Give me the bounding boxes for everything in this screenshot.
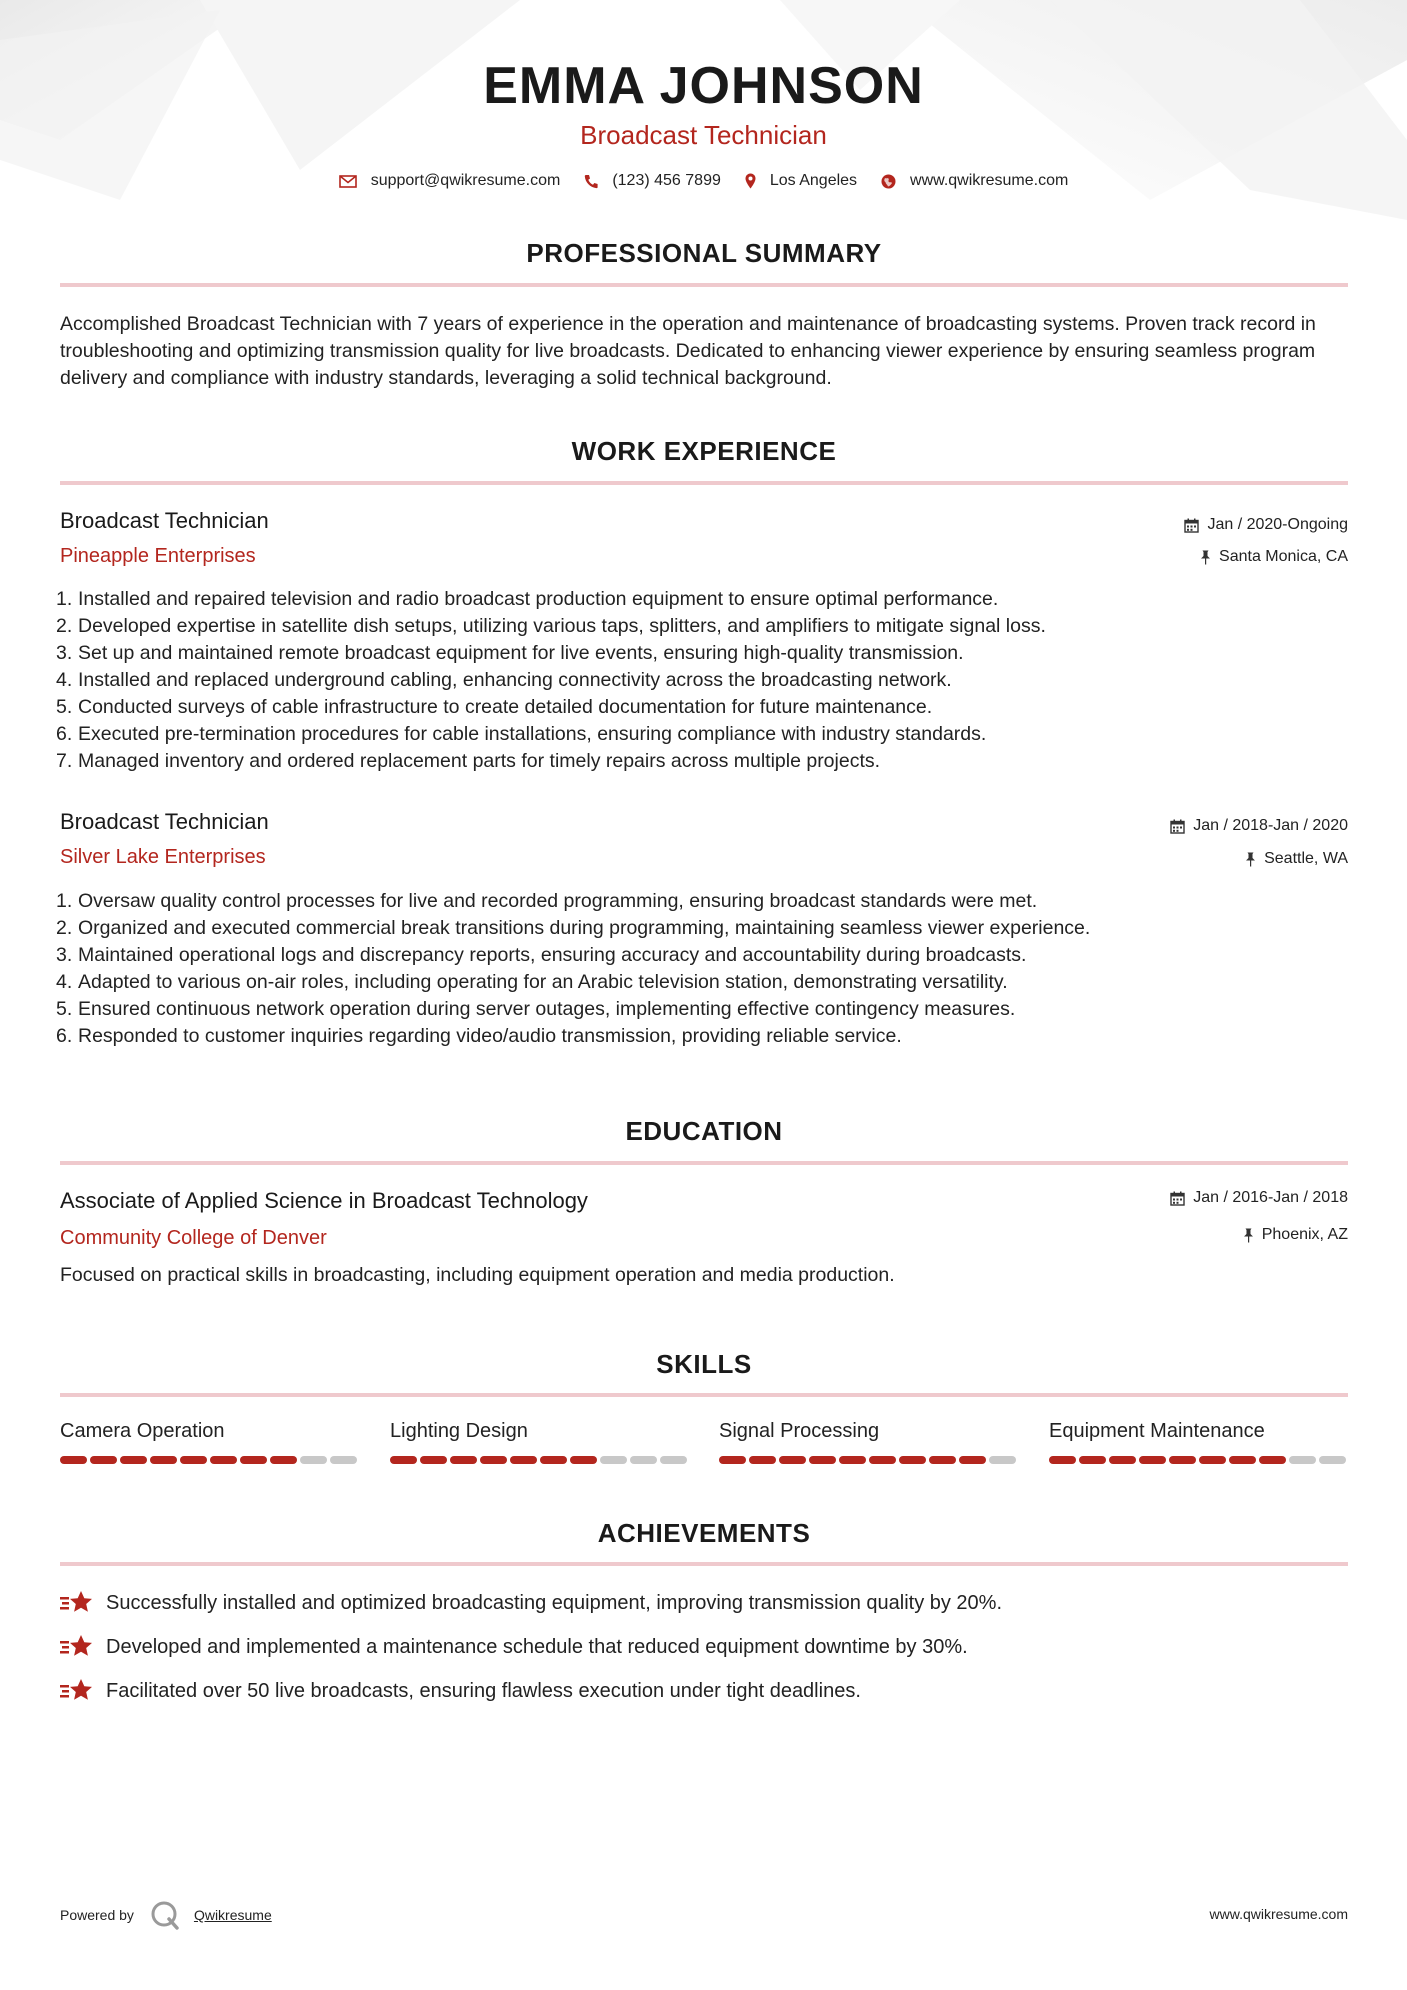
map-pin-icon xyxy=(745,173,756,189)
experience-heading: WORK EXPERIENCE xyxy=(571,436,837,466)
candidate-role: Broadcast Technician xyxy=(580,120,827,150)
skill-rating-bar xyxy=(390,1456,690,1464)
skill-item xyxy=(719,1420,1019,1464)
job-date-text: Jan / 2020-Ongoing xyxy=(1207,516,1348,533)
company-name: Pineapple Enterprises xyxy=(60,545,256,567)
skill-segment-filled xyxy=(270,1456,297,1464)
skill-segment-filled xyxy=(809,1456,836,1464)
contact-email[interactable] xyxy=(339,172,561,190)
skill-segment-filled xyxy=(120,1456,147,1464)
skill-label: Lighting Design xyxy=(390,1420,528,1442)
skill-segment-filled xyxy=(60,1456,87,1464)
degree-title: Associate of Applied Science in Broadcast Technology xyxy=(60,1188,588,1213)
education-location-text: Phoenix, AZ xyxy=(1261,1226,1348,1243)
calendar-icon xyxy=(1170,1191,1185,1206)
list-item: 3. Maintained operational logs and discrepancy reports, ensuring accuracy and accountability during broadcasts. xyxy=(56,944,1027,966)
skill-segment-empty xyxy=(600,1456,627,1464)
summary-heading: PROFESSIONAL SUMMARY xyxy=(526,238,882,268)
education-location xyxy=(1243,1226,1348,1244)
list-item: 5. Conducted surveys of cable infrastructure to create detailed documentation for future maintenance. xyxy=(56,696,933,718)
skill-segment-empty xyxy=(1319,1456,1346,1464)
job-date xyxy=(1184,516,1348,534)
brand-link[interactable]: Qwikresume xyxy=(193,1907,272,1923)
skill-segment-filled xyxy=(839,1456,866,1464)
education-date-text: Jan / 2016-Jan / 2018 xyxy=(1193,1189,1348,1206)
skill-segment-filled xyxy=(210,1456,237,1464)
contact-location xyxy=(745,172,857,190)
calendar-icon xyxy=(1184,518,1199,533)
pushpin-icon xyxy=(1243,1228,1254,1243)
achievement-text: Developed and implemented a maintenance schedule that reduced equipment downtime by 30%. xyxy=(106,1635,968,1658)
footer-powered-by xyxy=(60,1900,272,1930)
skill-segment-filled xyxy=(869,1456,896,1464)
list-item: 2. Developed expertise in satellite dish setups, utilizing various taps, splitters, and amplifiers to mitigate signal loss. xyxy=(56,615,1046,637)
skill-segment-empty xyxy=(989,1456,1016,1464)
list-item: 3. Set up and maintained remote broadcast equipment for live events, ensuring high-quality transmission. xyxy=(56,642,964,664)
education-heading: EDUCATION xyxy=(625,1116,783,1146)
job-bullets xyxy=(56,888,1346,1050)
list-item: 6. Responded to customer inquiries regarding video/audio transmission, providing reliable service. xyxy=(56,1025,902,1047)
education-description: Focused on practical skills in broadcasting, including equipment operation and media production. xyxy=(60,1264,895,1286)
star-icon xyxy=(60,1590,94,1616)
summary-text: Accomplished Broadcast Technician with 7 years of experience in the operation and maintenance of broadcasting systems. Proven track record in troubleshooting and optimizing transmission quality for live broadcasts. Dedicated to enhancing viewer experience by ensuring seamless program delivery and compliance with industry standards, leveraging a solid technical background. xyxy=(60,313,1316,389)
skills-heading: SKILLS xyxy=(656,1349,752,1379)
job-location-text: Santa Monica, CA xyxy=(1219,548,1348,565)
skill-segment-filled xyxy=(1139,1456,1166,1464)
skill-segment-filled xyxy=(1199,1456,1226,1464)
skill-segment-filled xyxy=(1259,1456,1286,1464)
job-date-text: Jan / 2018-Jan / 2020 xyxy=(1193,817,1348,834)
pushpin-icon xyxy=(1200,550,1211,565)
skill-segment-filled xyxy=(959,1456,986,1464)
skill-segment-filled xyxy=(540,1456,567,1464)
website-text: www.qwikresume.com xyxy=(910,172,1069,189)
skill-rating-bar xyxy=(1049,1456,1349,1464)
skills-divider xyxy=(60,1393,1348,1397)
skill-label: Camera Operation xyxy=(60,1420,225,1442)
pushpin-icon xyxy=(1245,852,1256,867)
skill-segment-filled xyxy=(420,1456,447,1464)
skill-rating-bar xyxy=(719,1456,1019,1464)
envelope-icon xyxy=(339,175,357,188)
phone-text: (123) 456 7899 xyxy=(612,172,721,189)
skill-segment-filled xyxy=(1049,1456,1076,1464)
list-item: 1. Oversaw quality control processes for live and recorded programming, ensuring broadcast standards were met. xyxy=(56,890,1038,912)
school-name: Community College of Denver xyxy=(60,1227,327,1249)
skill-segment-filled xyxy=(180,1456,207,1464)
skill-segment-filled xyxy=(899,1456,926,1464)
skill-segment-filled xyxy=(1229,1456,1256,1464)
skill-segment-filled xyxy=(240,1456,267,1464)
achievement-text: Facilitated over 50 live broadcasts, ensuring flawless execution under tight deadlines. xyxy=(106,1679,861,1702)
skill-segment-empty xyxy=(300,1456,327,1464)
skill-segment-filled xyxy=(1169,1456,1196,1464)
globe-icon xyxy=(881,174,896,189)
job-bullets xyxy=(56,586,1346,775)
achievement-item xyxy=(60,1634,968,1660)
list-item: 7. Managed inventory and ordered replacement parts for timely repairs across multiple projects. xyxy=(56,750,881,772)
star-icon xyxy=(60,1634,94,1660)
list-item: 2. Organized and executed commercial break transitions during programming, maintaining seamless viewer experience. xyxy=(56,917,1091,939)
skill-segment-filled xyxy=(719,1456,746,1464)
powered-by-text: Powered by xyxy=(60,1907,134,1923)
skill-segment-filled xyxy=(570,1456,597,1464)
phone-icon xyxy=(584,174,598,189)
skill-label: Signal Processing xyxy=(719,1420,880,1442)
skill-segment-filled xyxy=(450,1456,477,1464)
education-divider xyxy=(60,1161,1348,1165)
education-date xyxy=(1170,1189,1348,1207)
achievements-divider xyxy=(60,1562,1348,1566)
list-item: 4. Installed and replaced underground cabling, enhancing connectivity across the broadcasting network. xyxy=(56,669,952,691)
summary-divider xyxy=(60,283,1348,287)
achievement-item xyxy=(60,1678,861,1704)
skill-segment-filled xyxy=(480,1456,507,1464)
contact-phone[interactable] xyxy=(584,172,721,190)
list-item: 5. Ensured continuous network operation during server outages, implementing effective contingency measures. xyxy=(56,998,1016,1020)
skill-rating-bar xyxy=(60,1456,360,1464)
skill-segment-empty xyxy=(1289,1456,1316,1464)
company-name: Silver Lake Enterprises xyxy=(60,846,266,868)
skill-segment-filled xyxy=(390,1456,417,1464)
list-item: 6. Executed pre-termination procedures for cable installations, ensuring compliance with industry standards. xyxy=(56,723,987,745)
skill-segment-filled xyxy=(1109,1456,1136,1464)
list-item: 4. Adapted to various on-air roles, including operating for an Arabic television station, demonstrating versatility. xyxy=(56,971,1008,993)
skill-segment-filled xyxy=(779,1456,806,1464)
skill-segment-empty xyxy=(660,1456,687,1464)
achievements-heading: ACHIEVEMENTS xyxy=(597,1518,811,1548)
list-item: 1. Installed and repaired television and radio broadcast production equipment to ensure optimal performance. xyxy=(56,588,999,610)
location-text: Los Angeles xyxy=(769,172,858,189)
job-date xyxy=(1170,817,1348,835)
skill-item xyxy=(390,1420,690,1464)
footer-website[interactable]: www.qwikresume.com xyxy=(1209,1906,1348,1922)
job-location xyxy=(1245,850,1348,868)
calendar-icon xyxy=(1170,819,1185,834)
experience-divider xyxy=(60,481,1348,485)
job-title: Broadcast Technician xyxy=(60,508,269,533)
skill-segment-filled xyxy=(510,1456,537,1464)
job-location-text: Seattle, WA xyxy=(1264,850,1348,867)
skill-segment-filled xyxy=(90,1456,117,1464)
job-location xyxy=(1200,548,1348,566)
candidate-name: EMMA JOHNSON xyxy=(483,57,924,115)
skill-item xyxy=(60,1420,360,1464)
skill-item xyxy=(1049,1420,1349,1464)
skill-segment-filled xyxy=(1079,1456,1106,1464)
contact-bar xyxy=(0,172,1407,190)
qwikresume-logo-icon xyxy=(150,1900,180,1930)
contact-website[interactable] xyxy=(881,172,1068,190)
achievement-text: Successfully installed and optimized broadcasting equipment, improving transmission quality by 20%. xyxy=(106,1591,1003,1614)
skill-segment-empty xyxy=(630,1456,657,1464)
skill-segment-filled xyxy=(929,1456,956,1464)
email-text: support@qwikresume.com xyxy=(370,172,561,189)
skill-label: Equipment Maintenance xyxy=(1049,1420,1265,1442)
job-title: Broadcast Technician xyxy=(60,809,269,834)
achievement-item xyxy=(60,1590,1002,1616)
skill-segment-empty xyxy=(330,1456,357,1464)
skill-segment-filled xyxy=(150,1456,177,1464)
skill-segment-filled xyxy=(749,1456,776,1464)
star-icon xyxy=(60,1678,94,1704)
